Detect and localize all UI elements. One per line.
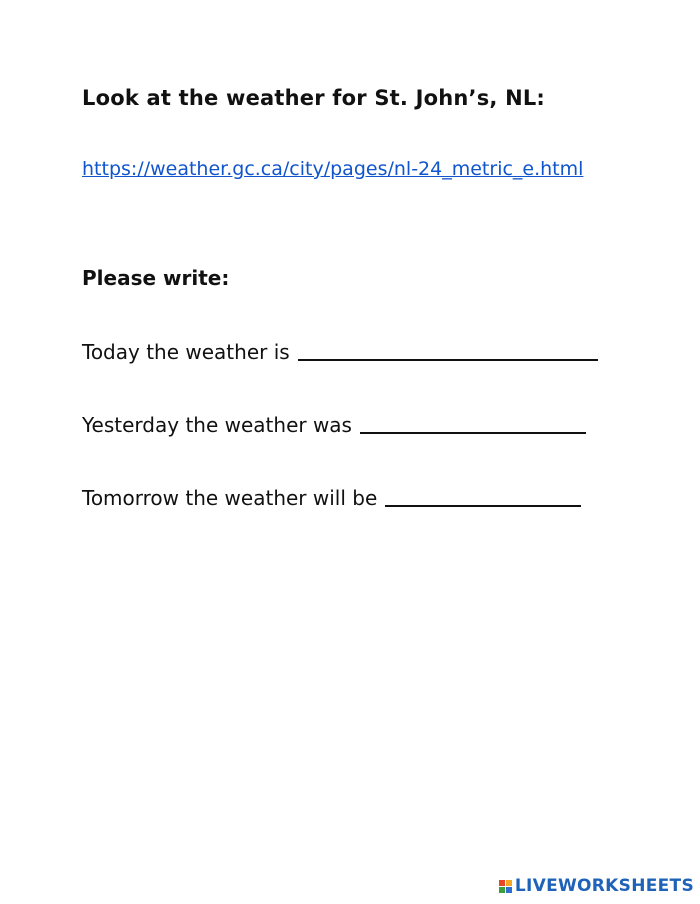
- watermark-text: LIVEWORKSHEETS: [514, 876, 694, 896]
- liveworksheets-watermark: [499, 876, 694, 896]
- prompt-today-label: Today the weather is: [82, 340, 290, 364]
- prompt-today: [82, 340, 598, 364]
- page-heading: Look at the weather for St. John’s, NL:: [82, 86, 546, 110]
- liveworksheets-logo-icon: [499, 880, 512, 893]
- answer-blank-tomorrow[interactable]: [385, 487, 581, 507]
- prompt-yesterday-label: Yesterday the weather was: [82, 413, 352, 437]
- prompt-yesterday: [82, 413, 586, 437]
- prompt-tomorrow-label: Tomorrow the weather will be: [82, 486, 378, 510]
- prompt-tomorrow: [82, 486, 581, 510]
- answer-blank-yesterday[interactable]: [360, 414, 586, 434]
- weather-link[interactable]: https://weather.gc.ca/city/pages/nl-24_metric_e.html: [82, 158, 584, 180]
- instruction-heading: Please write:: [82, 266, 230, 290]
- answer-blank-today[interactable]: [298, 341, 598, 361]
